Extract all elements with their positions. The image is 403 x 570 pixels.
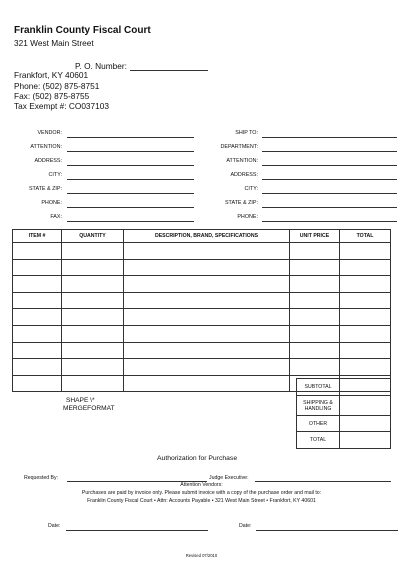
other-value[interactable] [340,416,391,432]
organization-name: Franklin County Fiscal Court [14,25,151,36]
table-cell[interactable] [62,259,124,276]
table-header-row [13,230,391,243]
table-cell[interactable] [62,243,124,260]
subtotal-value[interactable] [340,379,391,396]
table-cell[interactable] [124,309,290,326]
table-cell[interactable] [62,292,124,309]
table-cell[interactable] [13,342,62,359]
ship-phone-field[interactable] [262,221,397,222]
street-address: 321 West Main Street [14,38,94,48]
table-cell[interactable] [340,342,391,359]
ship-address-field[interactable] [262,179,397,180]
department-label: DEPARTMENT: [220,144,258,150]
ship-attention-label: ATTENTION: [226,158,258,164]
table-cell[interactable] [340,243,391,260]
vendor-field[interactable] [67,137,194,138]
vendor-attention-label: ATTENTION: [30,144,62,150]
phone-number: Phone: (502) 875-8751 [14,81,100,91]
table-cell[interactable] [124,276,290,293]
po-number-field[interactable] [130,70,208,71]
table-cell[interactable] [62,309,124,326]
authorization-heading: Authorization for Purchase [157,455,238,462]
po-number-label: P. O. Number: [75,61,127,71]
other-label: OTHER [297,416,340,432]
vendor-fax-field[interactable] [67,221,194,222]
revision-note: Revised 07/2010 [185,553,218,558]
column-header-description: DESCRIPTION, BRAND, SPECIFICATIONS [124,230,290,243]
table-cell[interactable] [62,342,124,359]
table-cell[interactable] [340,325,391,342]
ship-to-field[interactable] [262,137,397,138]
vendor-city-label: CITY: [48,172,62,178]
table-cell[interactable] [13,375,62,392]
attention-vendors: Attention Vendors: [180,482,223,488]
table-cell[interactable] [290,325,340,342]
table-cell[interactable] [124,342,290,359]
ship-to-label: SHIP TO: [235,130,258,136]
vendor-phone-field[interactable] [67,207,194,208]
vendor-address-field[interactable] [67,165,194,166]
invoice-instructions: Purchases are paid by invoice only. Please submit invoice with a copy of the purchase order and mail to: [81,490,322,496]
column-header-quantity: QUANTITY [62,230,124,243]
requested-by-label: Requested By: [24,475,59,481]
vendor-attention-field[interactable] [67,151,194,152]
fax-number: Fax: (502) 875-8755 [14,91,90,101]
shipping-value[interactable] [340,396,391,416]
table-cell[interactable] [124,325,290,342]
city-state-zip: Frankfort, KY 40601 [14,70,89,80]
column-header-unit-price: UNIT PRICE [290,230,340,243]
ship-attention-field[interactable] [262,165,397,166]
table-row [13,259,391,276]
table-cell[interactable] [340,292,391,309]
table-row [13,276,391,293]
subtotal-label: SUBTOTAL [297,379,340,396]
table-row [13,309,391,326]
vendor-fax-label: FAX: [50,214,62,220]
date-left-label: Date: [48,523,61,529]
table-cell[interactable] [340,309,391,326]
table-cell[interactable] [124,359,290,376]
table-cell[interactable] [124,292,290,309]
ship-state-zip-label: STATE & ZIP: [224,200,258,206]
table-cell[interactable] [13,325,62,342]
vendor-phone-label: PHONE: [41,200,62,206]
table-cell[interactable] [124,259,290,276]
table-cell[interactable] [62,359,124,376]
table-cell[interactable] [13,259,62,276]
table-cell[interactable] [340,359,391,376]
column-header-item: ITEM # [13,230,62,243]
shape-field-line1: SHAPE \* [66,397,95,404]
table-cell[interactable] [290,243,340,260]
table-cell[interactable] [62,276,124,293]
department-field[interactable] [262,151,397,152]
total-value[interactable] [340,432,391,449]
table-row [13,292,391,309]
ship-state-zip-field[interactable] [262,207,397,208]
table-cell[interactable] [340,259,391,276]
date-left-field[interactable] [66,530,208,531]
shape-field-line2: MERGEFORMAT [63,405,115,412]
judge-executive-label: Judge Executive: [209,475,249,481]
table-cell[interactable] [290,276,340,293]
table-row [13,325,391,342]
table-row [13,243,391,260]
table-cell[interactable] [124,243,290,260]
ship-city-field[interactable] [262,193,397,194]
table-cell[interactable] [62,325,124,342]
table-cell[interactable] [290,309,340,326]
vendor-state-zip-label: STATE & ZIP: [28,186,62,192]
vendor-state-zip-field[interactable] [67,193,194,194]
vendor-city-field[interactable] [67,179,194,180]
ship-city-label: CITY: [244,186,258,192]
vendor-address-label: ADDRESS: [34,158,62,164]
shipping-handling-label [297,396,340,416]
table-row [13,342,391,359]
column-header-total: TOTAL [340,230,391,243]
table-cell[interactable] [290,292,340,309]
items-table [12,229,391,392]
table-cell[interactable] [13,309,62,326]
table-cell[interactable] [13,359,62,376]
totals-table [296,378,391,449]
ship-phone-label: PHONE: [237,214,258,220]
ship-address-label: ADDRESS: [230,172,258,178]
shipping-label-line2: HANDLING [304,405,332,412]
table-cell[interactable] [62,375,124,392]
table-cell[interactable] [124,375,290,392]
tax-exempt-number: Tax Exempt #: CO037103 [14,101,110,111]
date-right-label: Date: [239,523,252,529]
table-row [13,359,391,376]
table-cell[interactable] [290,342,340,359]
table-cell[interactable] [13,243,62,260]
mailing-address: Franklin County Fiscal Court • Attn: Accounts Payable • 321 West Main Street • Frankfort, KY 40601 [87,498,316,504]
shipping-label-line1: SHIPPING & [303,399,333,406]
table-cell[interactable] [13,276,62,293]
table-cell[interactable] [290,359,340,376]
table-cell[interactable] [13,292,62,309]
table-cell[interactable] [340,276,391,293]
table-cell[interactable] [290,259,340,276]
date-right-field[interactable] [256,530,398,531]
total-label: TOTAL [297,432,340,449]
vendor-label: VENDOR: [37,130,62,136]
